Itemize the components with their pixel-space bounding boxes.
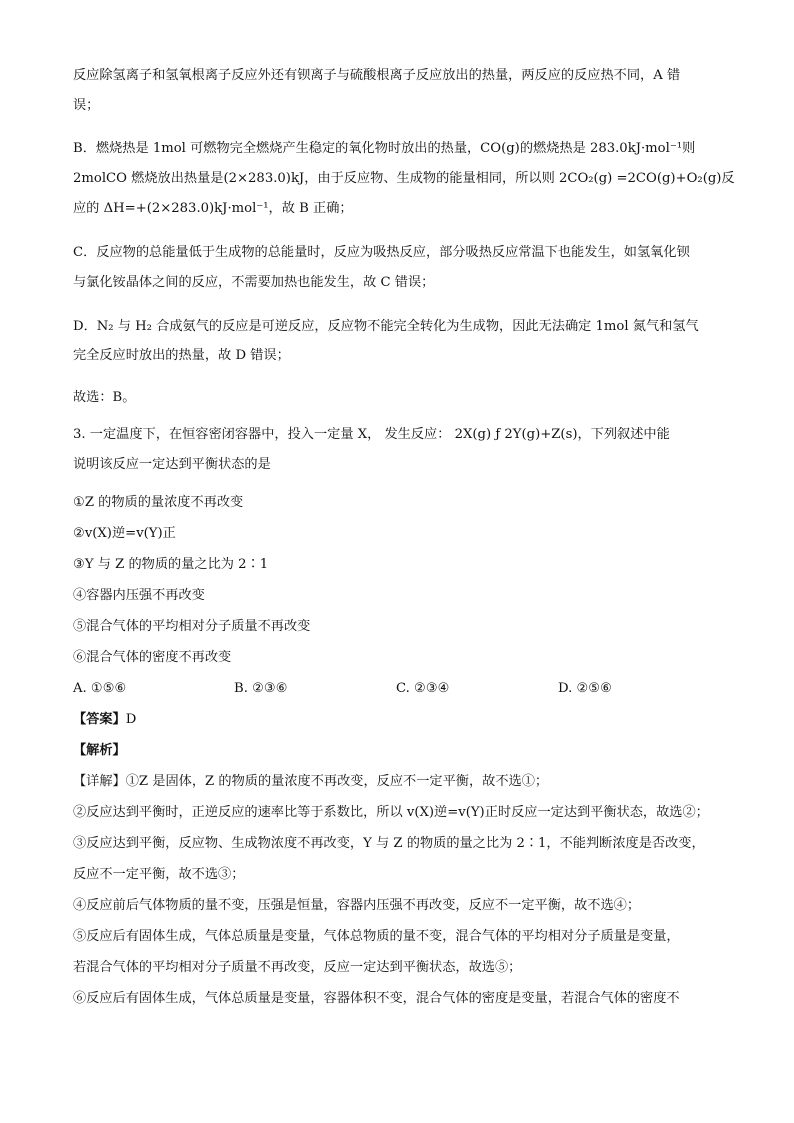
text-line: D．N₂ 与 H₂ 合成氨气的反应是可逆反应，反应物不能完全转化为生成物，因此无法确定 1mol 氮气和氢气 xyxy=(73,319,699,334)
detail-line: ④反应前后气体物质的量不变，压强是恒量，容器内压强不再改变，反应不一定平衡，故不选④； xyxy=(73,898,641,913)
answer-line xyxy=(73,711,136,729)
statement-1: ①Z 的物质的量浓度不再改变 xyxy=(73,495,244,510)
text-line: C．反应物的总能量低于生成物的总能量时，反应为吸热反应，部分吸热反应常温下也能发生，如氢氧化钡 xyxy=(73,245,690,260)
answer-value: D xyxy=(125,712,137,727)
text-line: 完全反应时放出的热量，故 D 错误； xyxy=(73,348,290,363)
text-line: 与氯化铵晶体之间的反应，不需要加热也能发生，故 C 错误； xyxy=(73,275,435,290)
question-stem: 说明该反应一定达到平衡状态的是 xyxy=(73,457,271,472)
text-line: 故选：B。 xyxy=(73,390,136,405)
question-stem: 3. 一定温度下，在恒容密闭容器中，投入一定量 X， 发生反应： 2X(g) ƒ 2Y(g)+Z(s)，下列叙述中能 xyxy=(73,427,670,442)
text-line: 反应除氢离子和氢氧根离子反应外还有钡离子与硫酸根离子反应放出的热量，两反应的反应热不同，A 错 xyxy=(73,68,681,83)
option-d: D. ②⑤⑥ xyxy=(558,681,612,696)
detail-line: 若混合气体的平均相对分子质量不再改变，反应一定达到平衡状态，故选⑤； xyxy=(73,960,522,975)
text-line: 误； xyxy=(73,98,100,113)
detail-line: ②反应达到平衡时，正逆反应的速率比等于系数比，所以 v(X)逆=v(Y)正时反应一定达到平衡状态，故选②； xyxy=(73,805,709,820)
text-line: B．燃烧热是 1mol 可燃物完全燃烧产生稳定的氧化物时放出的热量，CO(g)的燃烧热是 283.0kJ·mol⁻¹则 xyxy=(73,141,696,156)
detail-line: ⑤反应后有固体生成，气体总质量是变量，气体总物质的量不变，混合气体的平均相对分子质量是变量， xyxy=(73,929,680,944)
statement-2: ②v(X)逆=v(Y)正 xyxy=(73,526,176,541)
detail-line: ③反应达到平衡，反应物、生成物浓度不再改变，Y 与 Z 的物质的量之比为 2∶1，不能判断浓度是否改变， xyxy=(73,836,705,851)
detail-line: 反应不一定平衡，故不选③； xyxy=(73,867,245,882)
detail-line: 【详解】①Z 是固体，Z 的物质的量浓度不再改变，反应不一定平衡，故不选①； xyxy=(73,774,549,789)
detail-line: ⑥反应后有固体生成，气体总质量是变量，容器体积不变，混合气体的密度是变量，若混合气体的密度不 xyxy=(73,991,680,1006)
statement-4: ④容器内压强不再改变 xyxy=(73,588,205,603)
statement-3: ③Y 与 Z 的物质的量之比为 2∶1 xyxy=(73,557,269,572)
analysis-label: 【解析】 xyxy=(73,743,126,758)
text-line: 应的 ΔH=+(2×283.0)kJ·mol⁻¹，故 B 正确； xyxy=(73,201,353,216)
answer-label: 【答案】 xyxy=(73,712,126,727)
option-a: A. ①⑤⑥ xyxy=(73,681,127,696)
option-c: C. ②③④ xyxy=(396,681,450,696)
statement-5: ⑤混合气体的平均相对分子质量不再改变 xyxy=(73,619,311,634)
statement-6: ⑥混合气体的密度不再改变 xyxy=(73,650,232,665)
detail-label: 【详解】 xyxy=(73,774,126,789)
option-b: B. ②③⑥ xyxy=(234,681,288,696)
text-line: 2molCO 燃烧放出热量是(2×283.0)kJ，由于反应物、生成物的能量相同，所以则 2CO₂(g) =2CO(g)+O₂(g)反 xyxy=(73,171,735,186)
